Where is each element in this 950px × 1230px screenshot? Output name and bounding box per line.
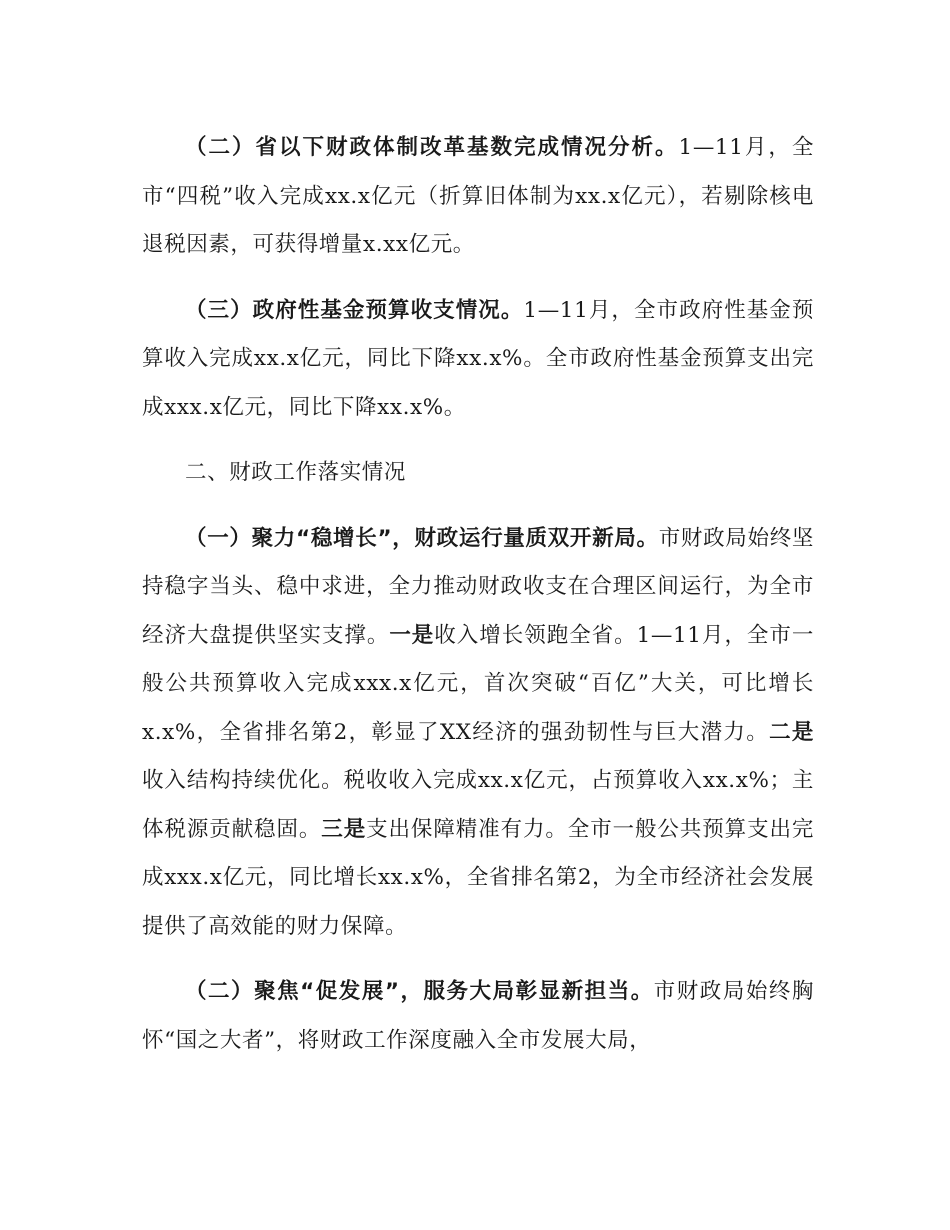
point-marker-three: 三是 [321,816,367,842]
point-marker-two: 二是 [769,719,815,745]
paragraph-lead: （一）聚力“稳增长”，财政运行量质双开新局。 [185,525,659,551]
paragraph-body: 1—11月，全市“四税”收入完成xx.x亿元（折算旧体制为xx.x亿元），若剔除核电退税因素，可获得增量x.xx亿元。 [142,135,814,257]
paragraph-text: 收入增长领跑全省。1—11月，全市一般公共预算收入完成xxx.x亿元，首次突破“百亿”大关，可比增长x.x%，全省排名第2，彰显了XX经济的强劲韧性与巨大潜力。 [142,622,814,745]
paragraph-stable-growth [142,515,814,952]
point-marker-one: 一是 [389,622,435,648]
paragraph-body: 1—11月，全市政府性基金预算收入完成xx.x亿元，同比下降xx.x%。全市政府性基金预算支出完成xxx.x亿元，同比下降xx.x%。 [142,297,814,420]
paragraph-lead: （三）政府性基金预算收支情况。 [185,297,524,323]
paragraph-text: 市财政局始终坚持稳字当头、稳中求进，全力推动财政收支在合理区间运行，为全市经济大盘提供坚实支撑。 [142,525,814,648]
paragraph-lead: （二）聚焦“促发展”，服务大局彰显新担当。 [185,979,654,1004]
paragraph-reform-base-analysis [142,124,814,270]
paragraph-lead: （二）省以下财政体制改革基数完成情况分析。 [185,135,679,160]
document-page [142,124,814,1065]
paragraph-text: 支出保障精准有力。全市一般公共预算支出完成xxx.x亿元，同比增长xx.x%，全省排名第2，为全市经济社会发展提供了高效能的财力保障。 [142,816,814,939]
paragraph-text: 收入结构持续优化。税收收入完成xx.x亿元，占预算收入xx.x%；主体税源贡献稳固。 [142,768,814,842]
section-heading: 二、财政工作落实情况 [185,460,407,485]
paragraph-text: 市财政局始终胸怀“国之大者”，将财政工作深度融入全市发展大局， [142,979,814,1053]
paragraph-government-fund-budget [142,287,814,433]
paragraph-promote-development [142,968,814,1065]
